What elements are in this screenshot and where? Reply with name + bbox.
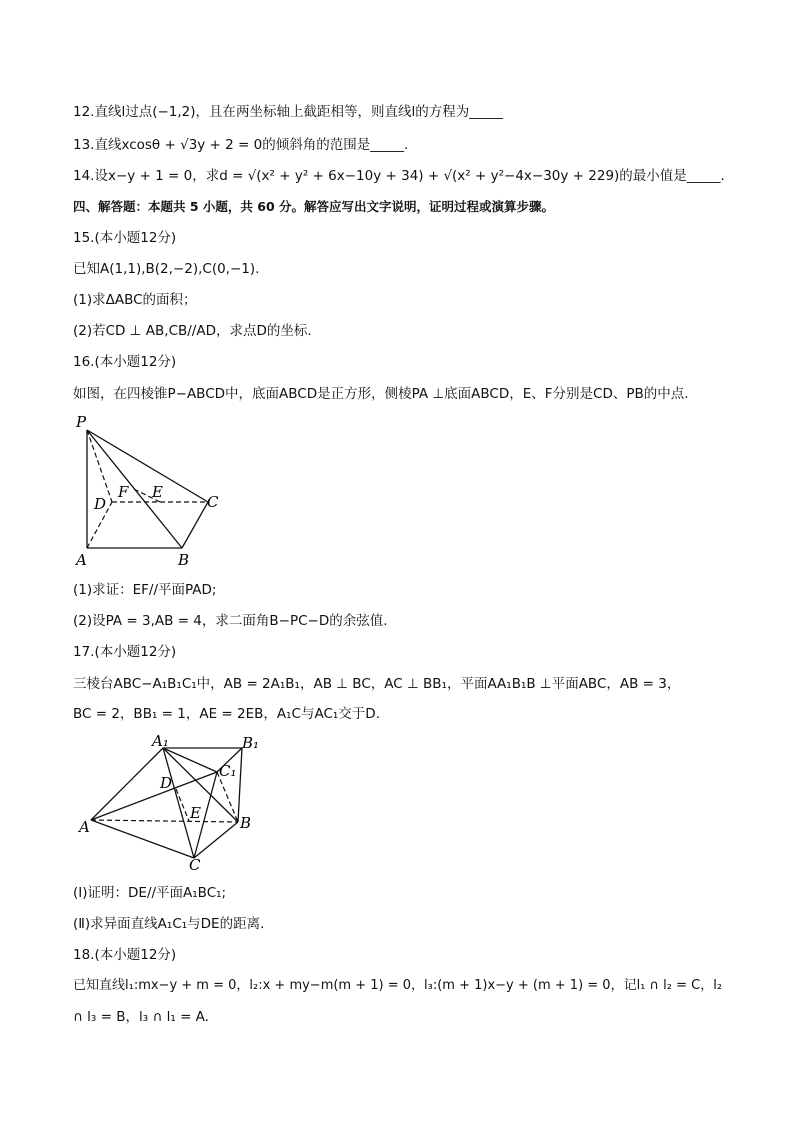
question-16-part2: (2)设PA = 3,AB = 4，求二面角B−PC−D的余弦值. <box>73 613 388 629</box>
question-16-header: 16.(本小题12分) <box>73 354 177 370</box>
question-17-part2: (Ⅱ)求异面直线A₁C₁与DE的距离. <box>73 916 265 932</box>
question-16-stem: 如图，在四棱锥P−ABCD中，底面ABCD是正方形，侧棱PA ⊥底面ABCD，E、F分别是CD、PB的中点. <box>73 386 689 402</box>
label-C: C <box>207 493 219 511</box>
label-A: A <box>79 818 90 836</box>
label-B: B <box>240 814 252 832</box>
question-15-part2: (2)若CD ⊥ AB,CB//AD，求点D的坐标. <box>73 323 312 339</box>
question-18-stem-line1: 已知直线l₁:mx−y + m = 0，l₂:x + my−m(m + 1) = 0，l₃:(m + 1)x−y + (m + 1) = 0，记l₁ ∩ l₂ = C，l₂ <box>73 978 723 993</box>
label-D: D <box>94 495 107 513</box>
label-E: E <box>152 483 163 501</box>
label-D: D <box>160 774 173 792</box>
question-17-part1: (Ⅰ)证明：DE//平面A₁BC₁; <box>73 885 227 901</box>
section-4-heading: 四、解答题：本题共 5 小题，共 60 分。解答应写出文字说明，证明过程或演算步骤。 <box>73 199 555 214</box>
question-18-header: 18.(本小题12分) <box>73 947 177 963</box>
label-A1: A₁ <box>152 734 169 750</box>
pyramid-figure <box>70 412 230 572</box>
frustum-figure <box>76 734 266 874</box>
question-12: 12.直线l过点(−1,2)，且在两坐标轴上截距相等，则直线l的方程为_____ <box>73 104 504 120</box>
question-14: 14.设x−y + 1 = 0，求d = √(x² + y² + 6x−10y + 34) + √(x² + y²−4x−30y + 229)的最小值是_____. <box>73 168 725 184</box>
question-15-header: 15.(本小题12分) <box>73 230 177 246</box>
label-E: E <box>190 804 201 822</box>
question-16-part1: (1)求证：EF//平面PAD; <box>73 582 217 598</box>
question-17-stem-line1: 三棱台ABC−A₁B₁C₁中，AB = 2A₁B₁，AB ⊥ BC，AC ⊥ BB₁，平面AA₁B₁B ⊥平面ABC，AB = 3， <box>73 676 681 692</box>
question-15-part1: (1)求ΔABC的面积； <box>73 292 197 308</box>
question-18-stem-line2: ∩ l₃ = B，l₃ ∩ l₁ = A. <box>73 1009 209 1025</box>
label-A: A <box>76 551 87 569</box>
question-13: 13.直线xcosθ + √3y + 2 = 0的倾斜角的范围是_____. <box>73 137 409 153</box>
label-C: C <box>189 856 201 874</box>
label-C1: C₁ <box>219 762 237 780</box>
label-F: F <box>118 483 129 501</box>
label-B1: B₁ <box>242 734 260 752</box>
label-P: P <box>76 413 87 431</box>
question-17-header: 17.(本小题12分) <box>73 644 177 660</box>
question-17-stem-line2: BC = 2，BB₁ = 1，AE = 2EB，A₁C与AC₁交于D. <box>73 706 380 722</box>
question-15-stem: 已知A(1,1),B(2,−2),C(0,−1). <box>73 261 260 277</box>
label-B: B <box>178 551 190 569</box>
